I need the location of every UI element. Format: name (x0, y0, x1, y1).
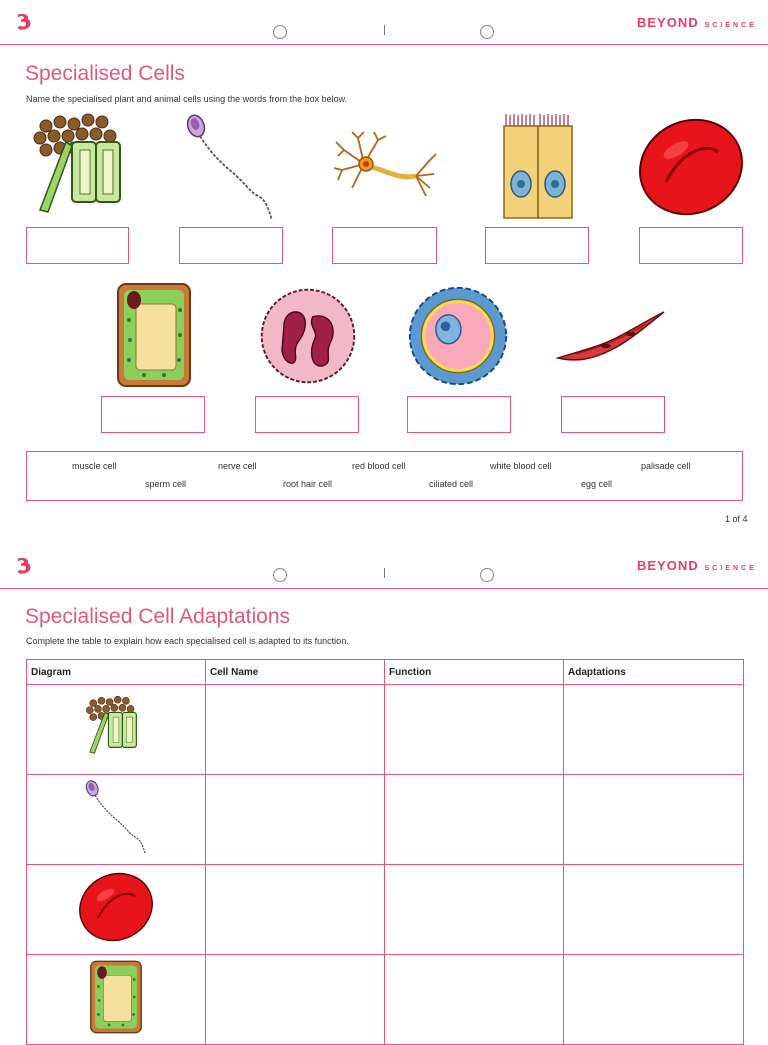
answer-box-9[interactable] (561, 396, 665, 433)
root-hair-cell-illustration (84, 687, 148, 767)
red-blood-cell-illustration (636, 112, 746, 222)
word-bank-item: root hair cell (283, 479, 333, 489)
adaptations-cell[interactable] (564, 775, 744, 865)
diagram-cell (27, 775, 206, 865)
ciliated-cell-illustration (498, 112, 578, 222)
word-bank-item: white blood cell (490, 461, 552, 471)
answer-box-6[interactable] (101, 396, 205, 433)
word-bank-item: egg cell (581, 479, 613, 489)
brand-wordmark: BEYOND SCIENCE (637, 15, 757, 30)
header-divider (0, 588, 768, 589)
palisade-cell-illustration (88, 958, 144, 1036)
sperm-cell-illustration (81, 778, 151, 856)
white-blood-cell-illustration (255, 283, 361, 389)
word-bank-item: red blood cell (352, 461, 406, 471)
function-cell[interactable] (385, 865, 564, 955)
cell-name-cell[interactable] (206, 775, 385, 865)
page-title: Specialised Cells (25, 62, 185, 85)
answer-box-8[interactable] (407, 396, 511, 433)
word-bank-item: nerve cell (218, 461, 257, 471)
diagram-cell (27, 685, 206, 775)
table-row (27, 865, 744, 955)
adaptations-cell[interactable] (564, 955, 744, 1045)
instructions: Name the specialised plant and animal cells using the words from the box below. (26, 94, 348, 104)
header-divider (0, 44, 768, 45)
brand-wordmark: BEYOND SCIENCE (637, 558, 757, 573)
answer-box-4[interactable] (485, 227, 589, 264)
answer-box-5[interactable] (639, 227, 743, 264)
word-bank-item: sperm cell (145, 479, 187, 489)
table-row (27, 775, 744, 865)
page-number: 1 of 4 (725, 514, 748, 524)
beyond-logo-icon (13, 10, 35, 34)
center-mark (384, 25, 385, 35)
answer-box-2[interactable] (179, 227, 283, 264)
punch-hole (273, 568, 287, 582)
adaptations-table (26, 659, 744, 1045)
instructions: Complete the table to explain how each specialised cell is adapted to its function. (26, 636, 349, 646)
function-cell[interactable] (385, 955, 564, 1045)
column-header: Diagram (27, 660, 206, 685)
center-mark (384, 568, 385, 578)
word-bank (26, 451, 743, 501)
red-blood-cell-illustration (77, 868, 155, 946)
column-header: Adaptations (564, 660, 744, 685)
column-header: Function (385, 660, 564, 685)
diagram-cell (27, 865, 206, 955)
egg-cell-illustration (405, 283, 511, 389)
palisade-cell-illustration (114, 280, 194, 390)
word-bank-item: ciliated cell (429, 479, 474, 489)
muscle-cell-illustration (556, 308, 666, 368)
nerve-cell-illustration (330, 130, 440, 200)
diagram-cell (27, 955, 206, 1045)
cell-name-cell[interactable] (206, 685, 385, 775)
punch-hole (273, 25, 287, 39)
table-row (27, 685, 744, 775)
cell-name-cell[interactable] (206, 865, 385, 955)
word-bank-item: palisade cell (641, 461, 691, 471)
word-bank-item: muscle cell (72, 461, 117, 471)
page-title: Specialised Cell Adaptations (25, 605, 291, 628)
table-header-row (27, 660, 744, 685)
answer-box-1[interactable] (26, 227, 129, 264)
beyond-logo-icon (13, 554, 35, 578)
adaptations-cell[interactable] (564, 685, 744, 775)
punch-hole (480, 25, 494, 39)
function-cell[interactable] (385, 775, 564, 865)
adaptations-cell[interactable] (564, 865, 744, 955)
table-row (27, 955, 744, 1045)
answer-box-3[interactable] (332, 227, 437, 264)
function-cell[interactable] (385, 685, 564, 775)
answer-box-7[interactable] (255, 396, 359, 433)
cell-name-cell[interactable] (206, 955, 385, 1045)
root-hair-cell-illustration (30, 112, 140, 222)
sperm-cell-illustration (180, 112, 280, 222)
punch-hole (480, 568, 494, 582)
column-header: Cell Name (206, 660, 385, 685)
